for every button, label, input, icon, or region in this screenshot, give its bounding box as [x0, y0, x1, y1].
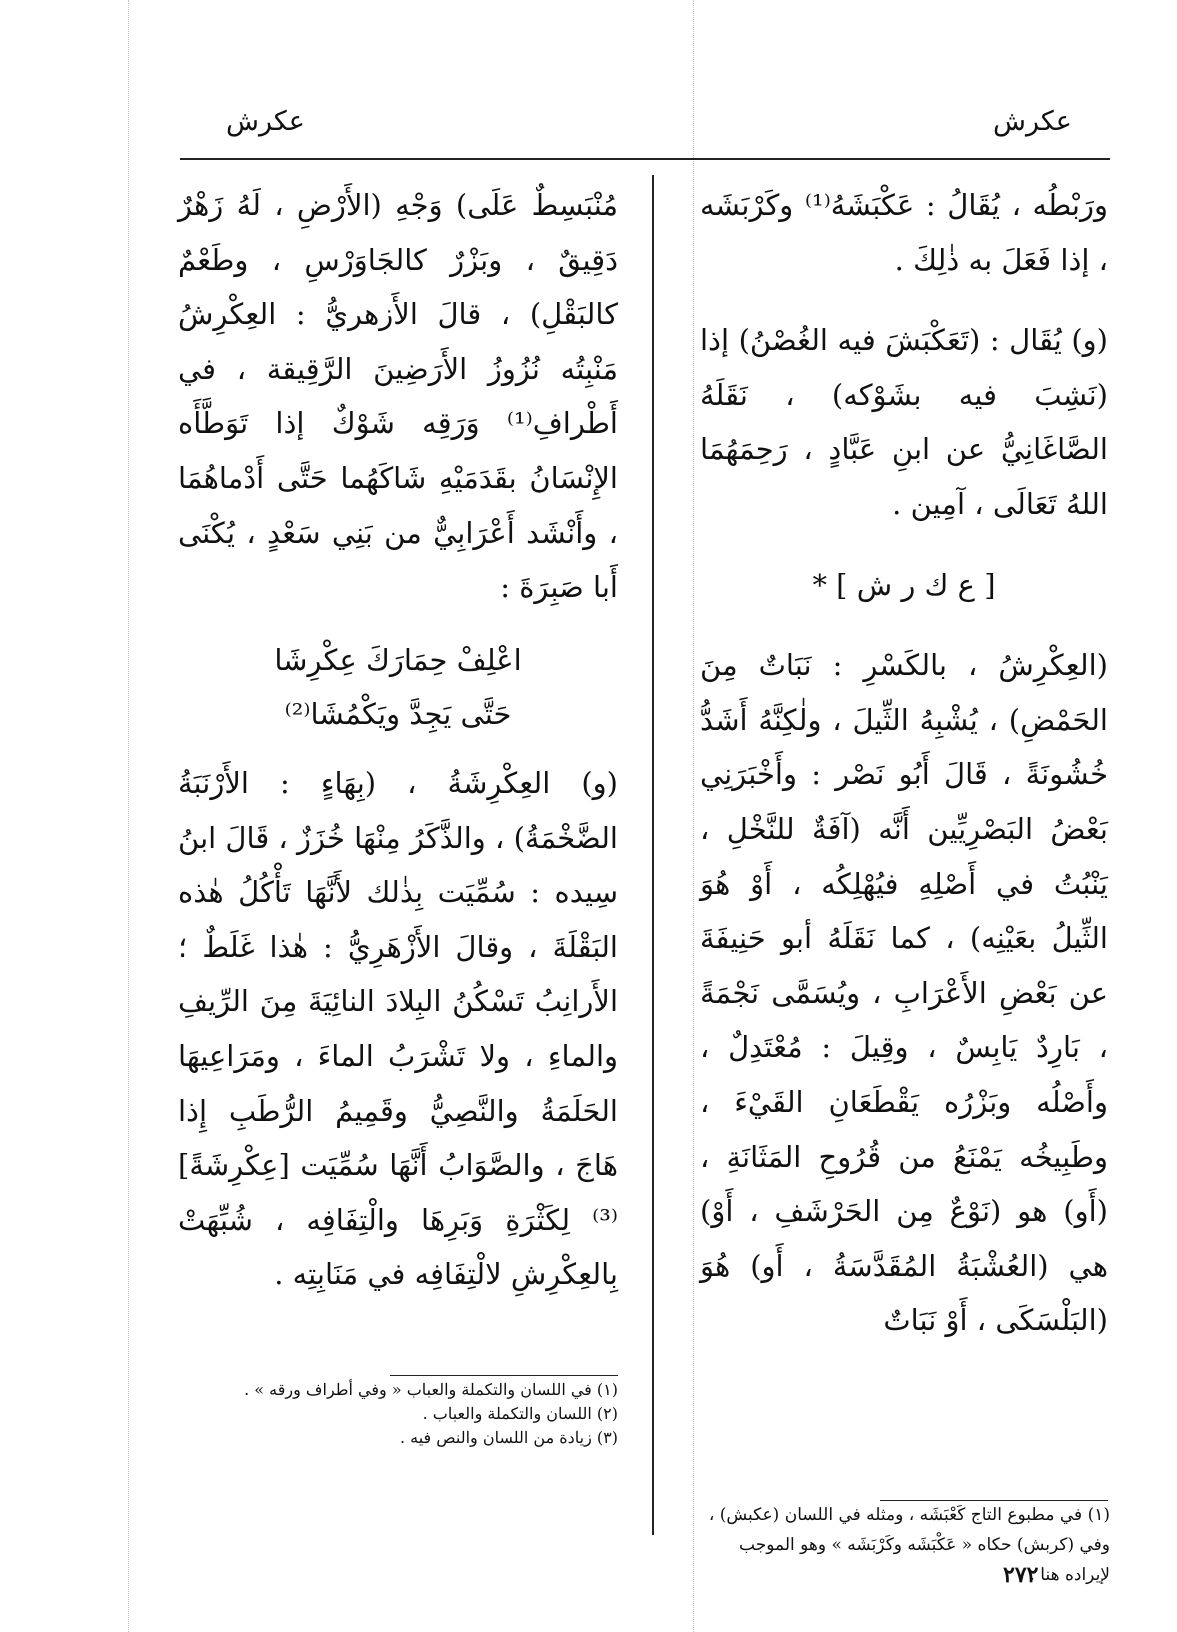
- page-number: ٢٧٢: [1003, 1562, 1039, 1588]
- header-title-left: عكرش: [226, 106, 305, 137]
- left-column: [178, 178, 618, 1302]
- footnote-rule: [390, 1375, 618, 1376]
- header-rule: [180, 158, 1110, 160]
- footnote: (١) في مطبوع التاج كَعْبَشَه ، ومثله في اللسان (عكبش) ، وفي (كربش) حكاه « عَكْبَشَه وكَرْبَشَه » وهو الموجب لإيراده هنا .: [708, 1505, 1110, 1585]
- dotted-guide: [128, 0, 129, 1632]
- footnote: (٣) زيادة من اللسان والنص فيه .: [399, 1428, 618, 1447]
- footnotes-right: [700, 1500, 1110, 1590]
- entry-heading: [ ع ك ر ش ] *: [812, 567, 996, 602]
- header-title-right: عكرش: [993, 106, 1072, 137]
- footnote: (١) في اللسان والتكملة والعباب « وفي أطراف ورقه » .: [244, 1380, 618, 1399]
- paragraph: ورَبْطُه ، يُقَالُ : عَكْبَشَهُ⁽¹⁾ وكَرْبَشَه ، إذا فَعَلَ به ذٰلِكَ .: [700, 188, 1108, 277]
- paragraph: (و) العِكْرِشَةُ ، (بِهَاءٍ : الأَرْنَبَةُ الضَّخْمَةُ) ، والذَّكَرُ مِنْهَا خُزَزٌ ، قَالَ ابنُ سِيده : سُمِّيَت بِذٰلك لأَنَّهَا تَأْكُلُ هٰذه البَقْلَةَ ، وقالَ الأَزْهَرِيُّ : هٰذا غَلَطٌ ؛ الأَرانِبُ تَسْكُنُ البِلادَ النائِيَةَ مِنَ الرِّيفِ والماءِ ، ولا تَشْرَبُ الماءَ ، ومَرَاعِيهَا الحَلَمَةُ والنَّصِيُّ وقَمِيمُ الرُّطَبِ إِذا هَاجَ ، والصَّوَابُ أَنَّهَا سُمِّيَت [عِكْرِشَةً] ⁽³⁾ لِكَثْرَةِ وَبَرِهَا والْتِفَافِه ، شُبِّهَتْ بِالعِكْرِشِ لالْتِفَافِه في مَنَابِتِه .: [178, 765, 618, 1292]
- entry-text: (العِكْرِشُ ، بالكَسْرِ : نَبَاتٌ مِنَ الحَمْضِ) ، يُشْبِهُ الثِّيلَ ، ولٰكِنَّهُ أَشَدُّ خُشُونَةً ، قَالَ أَبُو نَصْر : وأَخْبَرَنِي بَعْضُ البَصْرِيِّين أَنَّه (آفَةٌ للنَّخْلِ ، يَنْبُتُ في أَصْلِهِ فيُهْلِكُه ، أَوْ هُوَ الثِّيلُ بعَيْنِه) ، كما نَقَلَهُ أبو حَنِيفَةَ عن بَعْضِ الأَعْرَابِ ، ويُسَمَّى نَجْمَةً ، بَارِدٌ يَابِسٌ ، وقِيلَ : مُعْتَدِلٌ ، وأَصْلُه وبَزْرُه يَقْطَعَانِ القَيْءَ ، وطَبِيخُه يَمْنَعُ من قُرُوحِ المَثَانَةِ ، (أَو) هو (نَوْعٌ مِن الحَرْشَفِ ، أَوْ) هي (العُشْبَةُ المُقَدَّسَةُ ، أَو) هُوَ (البَلْسَكَى ، أَوْ نَبَاتٌ: [700, 648, 1108, 1338]
- paragraph: (و) يُقَال : (تَعَكْبَشَ فيه الغُصْنُ) إذا (نَشِبَ فيه بشَوْكه) ، نَقَلَهُ الصَّاغَانِيُّ عن ابنِ عَبَّادٍ ، رَحِمَهُمَا اللهُ تَعَالَى ، آمِين .: [700, 323, 1108, 521]
- verse-line: حَتَّى يَجِدَّ ويَكْمُشَا⁽²⁾: [284, 697, 512, 732]
- footnotes-left: [178, 1378, 618, 1450]
- footnote: (٢) اللسان والتكملة والعباب .: [422, 1404, 618, 1423]
- verse-line: اعْلِفْ حِمَارَكَ عِكْرِشَا: [274, 642, 522, 677]
- dotted-guide: [693, 0, 694, 1632]
- paragraph: مُنْبَسِطٌ عَلَى) وَجْهِ (الأَرْضِ ، لَهُ زَهْرٌ دَقِيقٌ ، وبَزْرٌ كالجَاوَرْسِ ، وطَعْمٌ كالبَقْلِ) ، قالَ الأَزهريُّ : العِكْرِشُ مَنْبِتُه نُزُوزُ الأَرَضِينَ الرَّقِيقة ، في أَطْرافِ⁽¹⁾ وَرَقِه شَوْكٌ إذا تَوَطَّأَه الإِنْسَانُ بقَدَمَيْهِ شَاكَهُما حَتَّى أَدْماهُمَا ، وأَنْشَد أَعْرَابِيٌّ من بَنِي سَعْدٍ ، يُكْنَى أَبا صَبِرَةَ :: [178, 188, 618, 605]
- right-column: [700, 178, 1108, 1348]
- verse: [178, 633, 618, 742]
- column-separator: [652, 175, 654, 1535]
